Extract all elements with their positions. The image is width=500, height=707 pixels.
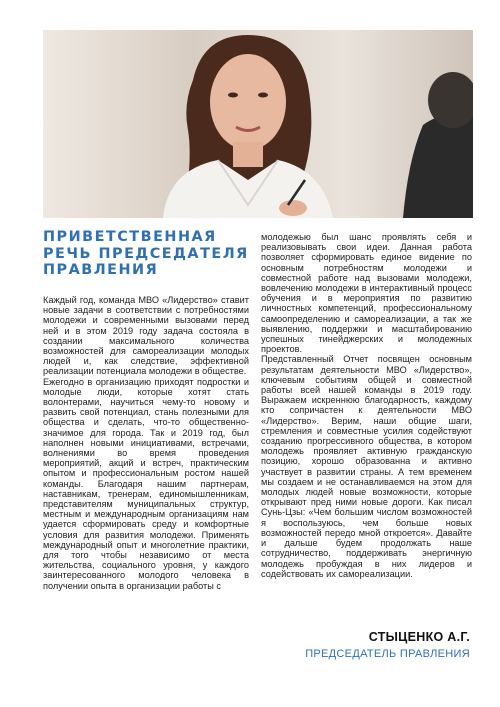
signature-block [305,630,470,660]
paragraph: Представленный Отчет посвящен основным результатам деятельности МВО «Лидерство», ключевым событиям общей и совместной работы всей нашей команды в 2019 году. Выражаем искреннюю благодарность, каждому кто сопричастен к деятельности МВО «Лидерство». Верим, наши общие шаги, стремления и совместные усилия содействуют созданию прогрессивного общества, в котором молодежь проявляет активную гражданскую позицию, хорошо образованна и активно участвует в развитии страны. А тем временем мы создаем и не останавливаемся на этом для молодых людей новые возможности, которые открывают пред ними новые дороги. Как писал Сунь-Цзы: «Чем большим числом возможностей я воспользуюсь, чем больше новых возможностей передо мной откроется». Давайте и дальше будем продолжать наше сотрудничество, поддерживать энергичную молодежь пробуждая в них лидеров и содействовать их самореализации. [261,354,472,579]
right-column [261,232,472,579]
paragraph: молодежью был шанс проявлять себя и реализовывать свои идеи. Данная работа позволяет сформировать единое видение по основным потребностям молодежи и совместной работе над вызовами молодежи, вовлечению молодежи в интерактивный процесс обучения и в мероприятия по развитию личностных компетенций, профессиональному самоопределению и самореализации, а так же выявлению, поддержки и масштабированию успешных тинейджерских и молодежных проектов. [261,232,472,355]
chairperson-photo [43,30,473,218]
signature-name: СТЫЦЕНКО А.Г. [368,630,470,644]
paragraph: Каждый год, команда МВО «Лидерство» ставит новые задачи в соответствии с потребностями молодежи и современными вызовами перед ней и в этом 2019 году задача состояла в создании максимального количества возможностей для самореализации молодых людей и, как следствие, эффективной реализации потенциала молодежи в обществе. [43,295,249,377]
paragraph: Ежегодно в организацию приходят подростки и молодые люди, которые хотят стать волонтерами, научиться чему-то новому и развить свой потенциал, стань полезными для общества и сделать, что-то общественно-значимое для города. Так и 2019 год, был наполнен новыми инициативами, встречами, волнениями во время проведения мероприятий, акций и встреч, практическим опытом и профессиональным ростом нашей команды. Благодаря нашим партнерам, наставникам, тренерам, единомышленникам, представителям муниципальных структур, местным и международным организациям нам удается сформировать среду и комфортные условия для развития молодежи. Применять международный опыт и многолетние практики, для того чтобы независимо от места жительства, социального уровня, у каждого заинтересованного молодого человека в получении опыта в организации работы с [43,376,249,591]
left-column [43,295,249,591]
signature-role: ПРЕДСЕДАТЕЛЬ ПРАВЛЕНИЯ [305,648,470,660]
page-title: ПРИВЕТСТВЕННАЯ РЕЧЬ ПРЕДСЕДАТЕЛЯ ПРАВЛЕНИЯ [43,229,249,279]
